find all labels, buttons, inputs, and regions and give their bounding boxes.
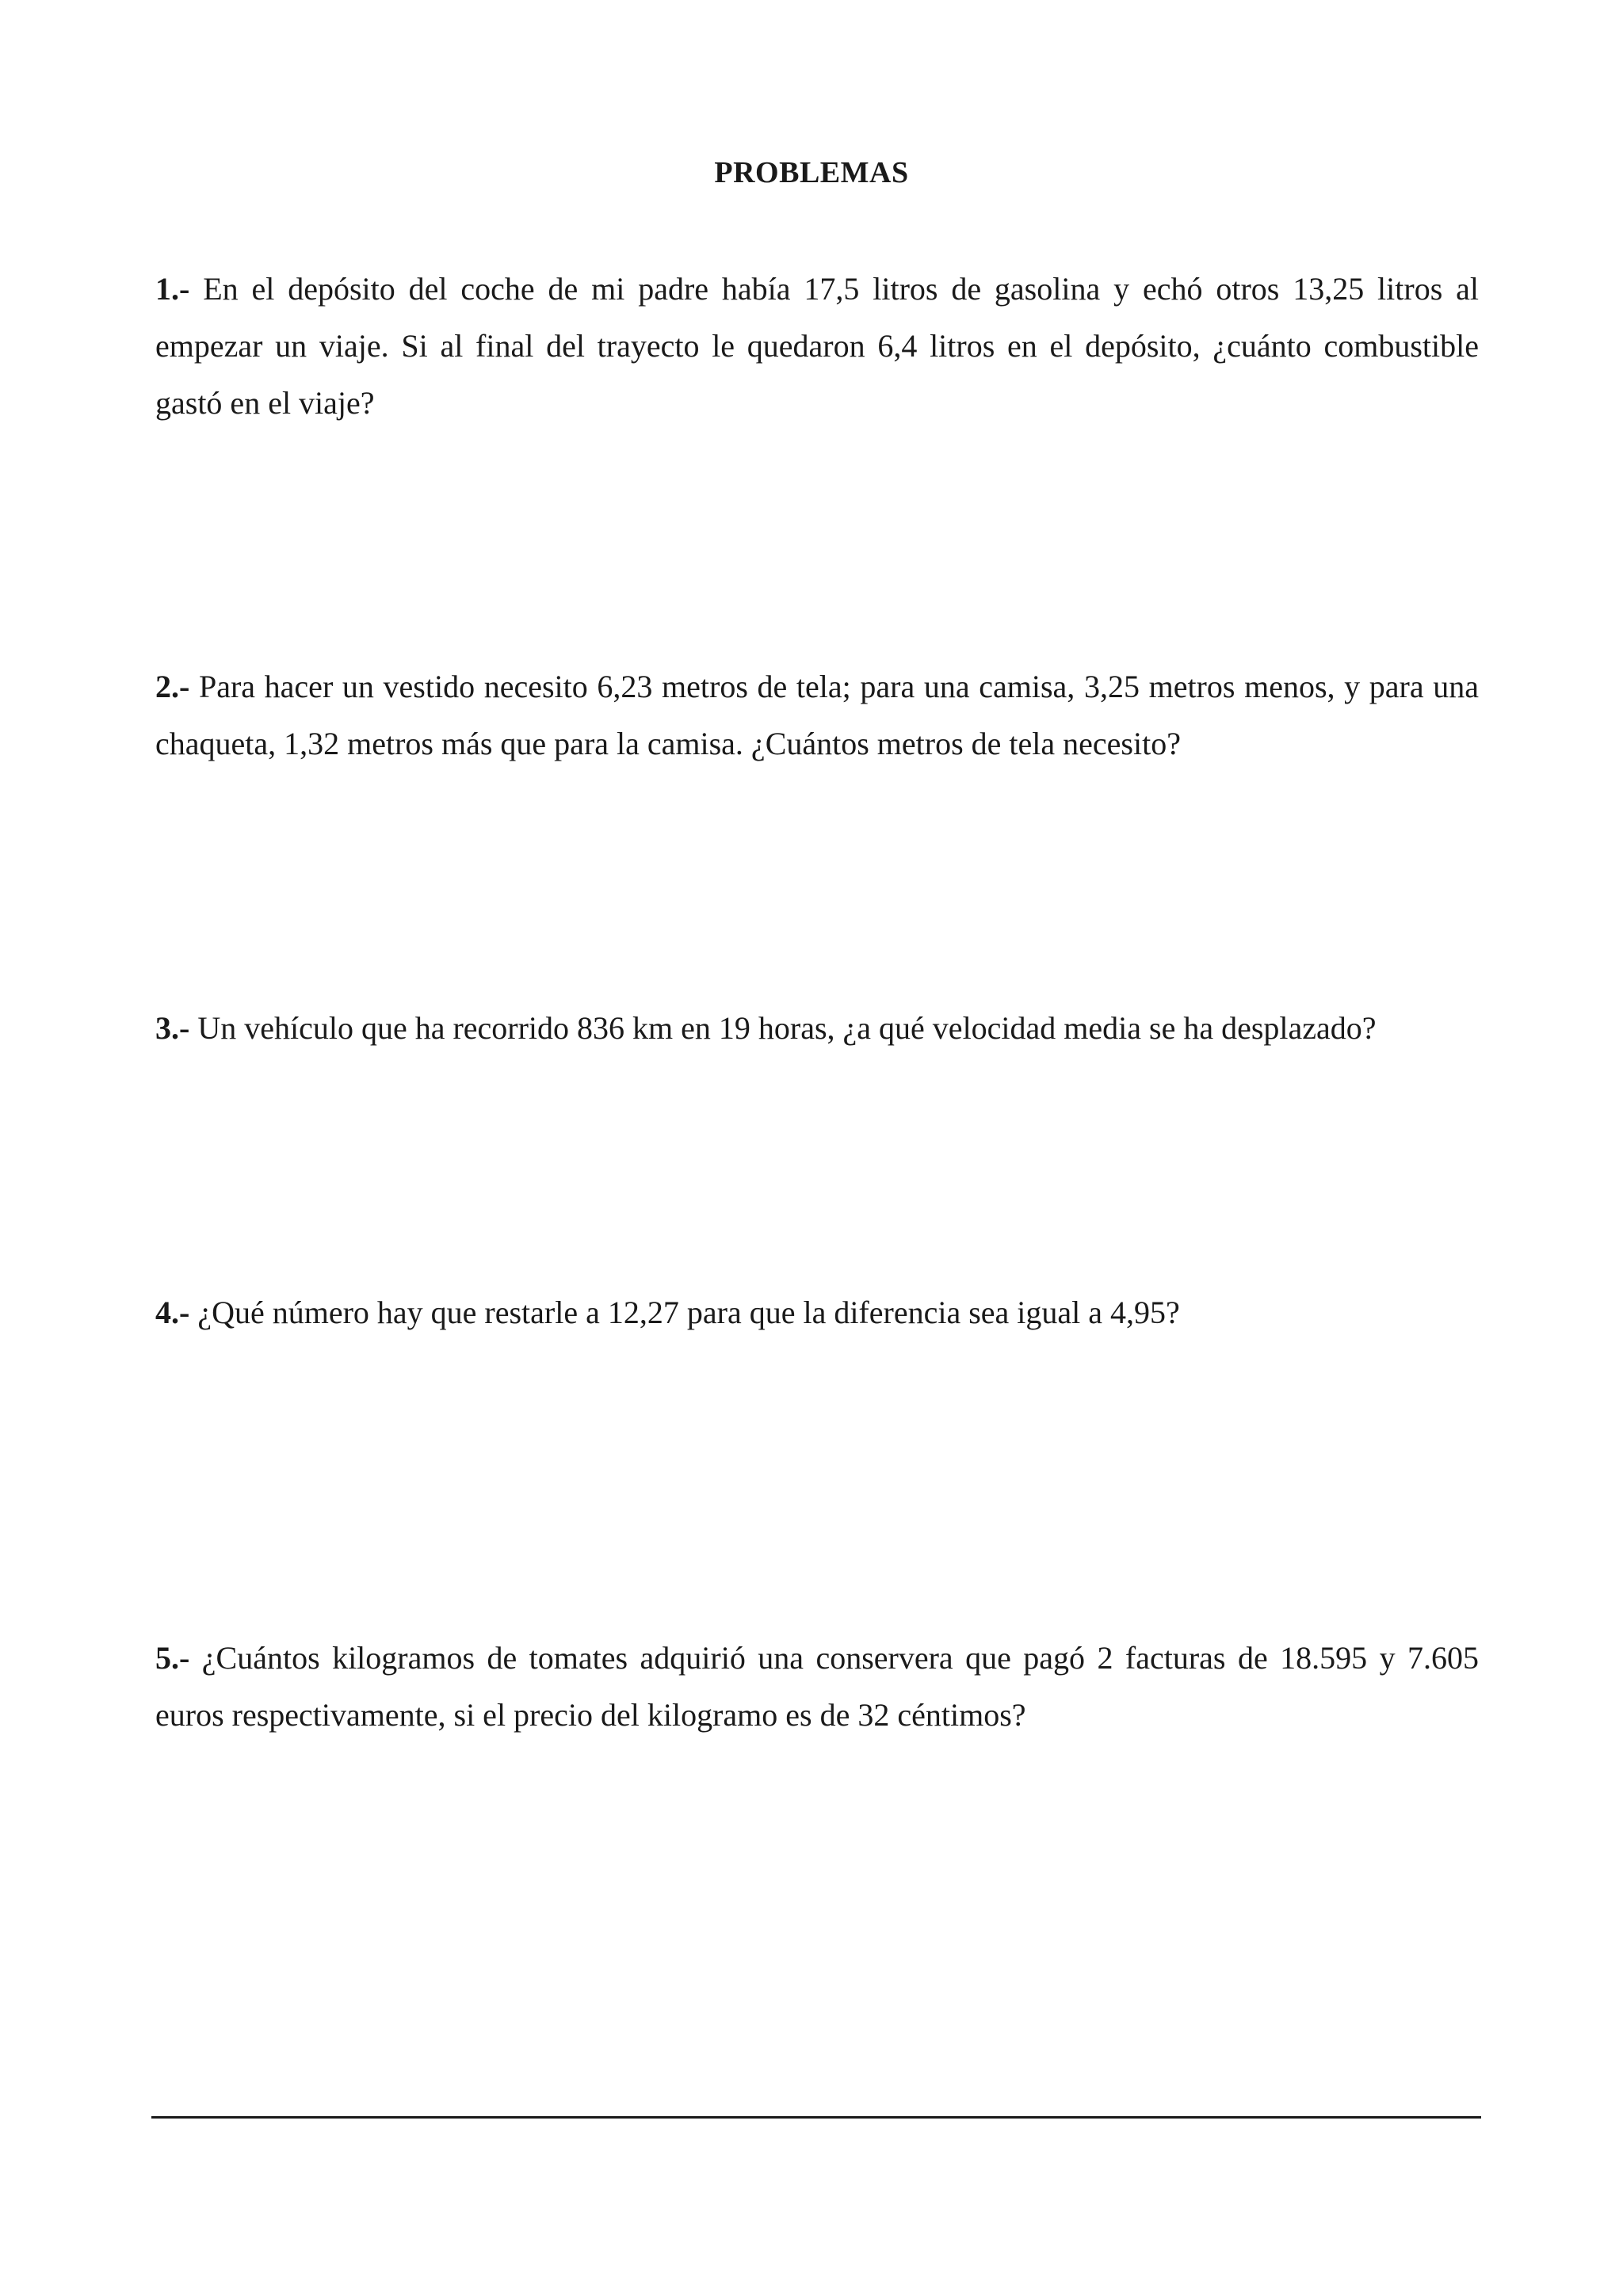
problem-number: 5.- bbox=[155, 1640, 190, 1676]
problem-text: En el depósito del coche de mi padre había 17,5 litros de gasolina y echó otros 13,25 litros al empezar un viaje. Si al final del trayecto le quedaron 6,4 litros en el depósito, ¿cuánto combustible gastó en el viaje? bbox=[155, 271, 1480, 421]
problem-text: ¿Cuántos kilogramos de tomates adquirió una conservera que pagó 2 facturas de 18.595 y 7.605 euros respectivamente, si el precio del kilogramo es de 32 céntimos? bbox=[155, 1640, 1479, 1733]
problem-number: 4.- bbox=[155, 1295, 190, 1330]
problem-number: 2.- bbox=[155, 669, 190, 704]
problem-text: ¿Qué número hay que restarle a 12,27 para que la diferencia sea igual a 4,95? bbox=[197, 1295, 1180, 1330]
problem-number: 3.- bbox=[155, 1010, 190, 1046]
problem-4 bbox=[155, 1284, 1479, 1341]
page-title: PROBLEMAS bbox=[714, 156, 909, 189]
problem-text: Un vehículo que ha recorrido 836 km en 19 horas, ¿a qué velocidad media se ha desplazado? bbox=[197, 1010, 1377, 1046]
problem-text: Para hacer un vestido necesito 6,23 metros de tela; para una camisa, 3,25 metros menos, y para una chaqueta, 1,32 metros más que para la camisa. ¿Cuántos metros de tela necesito? bbox=[155, 669, 1480, 761]
problem-1 bbox=[155, 261, 1479, 432]
footer-divider bbox=[151, 2116, 1481, 2119]
problem-3 bbox=[155, 1000, 1479, 1057]
problem-5 bbox=[155, 1630, 1479, 1744]
problem-number: 1.- bbox=[155, 271, 190, 307]
problem-2 bbox=[155, 658, 1479, 772]
